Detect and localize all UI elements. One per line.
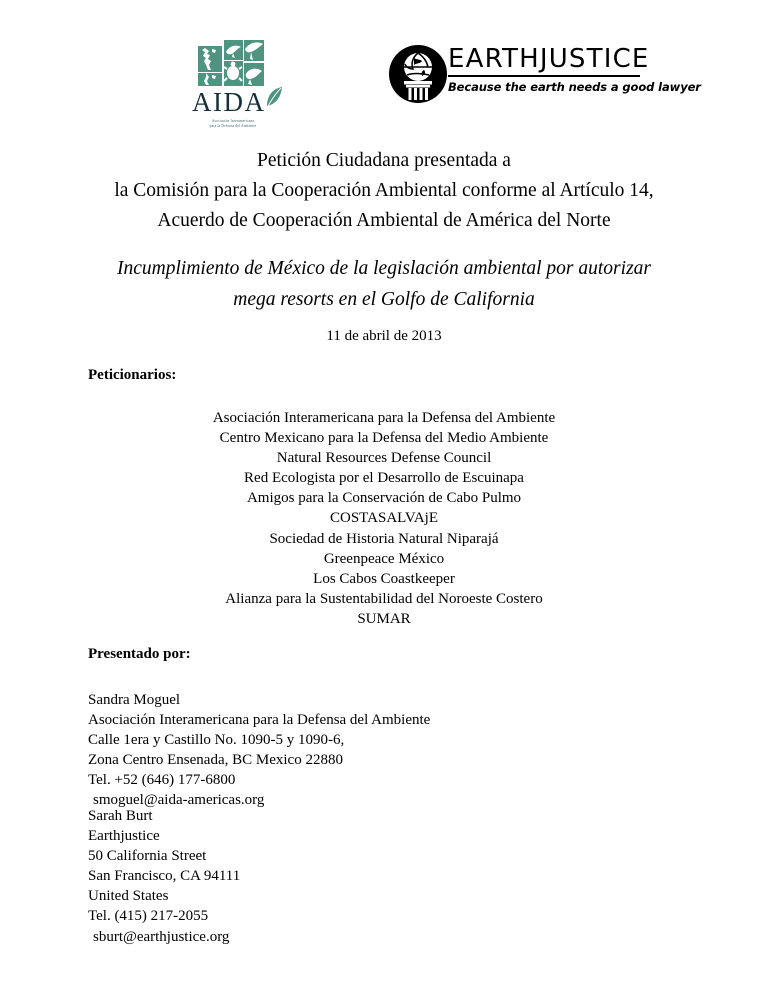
list-item: Sociedad de Historia Natural Niparajá [269,530,499,547]
list-item: COSTASALVAjE [330,510,438,527]
aida-tile-turtle [224,61,243,86]
earthjustice-wordmark: EARTHJUSTICE [448,46,640,77]
aida-leaf-icon [264,86,284,108]
aida-tile-water [198,73,222,86]
list-item: Greenpeace México [323,550,445,567]
aida-logo [188,40,280,129]
aida-wordmark-text: AIDA [192,87,266,117]
list-item: Natural Resources Defense Council [276,450,492,467]
contact-organization: Earthjustice [88,828,160,845]
document-title [0,146,768,236]
aida-tile-americas [198,46,222,72]
list-item: SUMAR [357,610,411,627]
aida-tagline-line2: para la Defensa del Ambiente [209,124,257,129]
list-item: Red Ecologista por el Desarrollo de Escuinapa [244,470,524,487]
contact-phone: Tel. +52 (646) 177-6800 [88,772,236,789]
contact-address-line-3: United States [88,888,169,905]
list-item: Los Cabos Coastkeeper [313,570,455,587]
aida-mosaic-icon [198,40,264,86]
contact-name: Sandra Moguel [88,692,181,708]
list-item: Centro Mexicano para la Defensa del Medio Ambiente [219,430,549,447]
contact-address-line-1: Calle 1era y Castillo No. 1090-5 y 1090-6, [88,732,345,749]
subtitle-line-2: mega resorts en el Golfo de California [233,289,535,310]
subtitle-line-1: Incumplimiento de México de la legislación ambiental por autorizar [117,258,651,279]
aida-tagline-line1: Asociación Interamericana [211,119,255,123]
document-subtitle [0,253,768,315]
petitioners-heading: Peticionarios: [88,367,177,383]
submitted-by-heading: Presentado por: [88,646,191,662]
earthjustice-tagline: Because the earth needs a good lawyer [448,80,701,95]
list-item: Amigos para la Conservación de Cabo Pulmo [246,490,522,507]
contact-phone: Tel. (415) 217-2055 [88,908,209,925]
earthjustice-globe-pillar-icon [388,44,448,104]
title-line-1: Petición Ciudadana presentada a [257,150,511,171]
aida-tile-fish [244,63,264,86]
contact-address-line-1: 50 California Street [88,848,207,865]
contact-name: Sarah Burt [88,808,153,824]
contact-block-sarah-burt [88,806,240,947]
list-item: Alianza para la Sustentabilidad del Noroeste Costero [225,590,543,607]
contact-email[interactable]: smoguel@aida-americas.org [93,792,265,809]
contact-address-line-2: Zona Centro Ensenada, BC Mexico 22880 [88,752,343,769]
petitioners-list [0,408,768,629]
contact-address-line-2: San Francisco, CA 94111 [88,868,241,885]
contact-email[interactable]: sburt@earthjustice.org [93,928,230,945]
logo-bar [0,38,768,128]
aida-wordmark [192,89,280,116]
contact-organization: Asociación Interamericana para la Defensa del Ambiente [88,712,431,729]
aida-tile-bird [224,40,243,60]
title-line-3: Acuerdo de Cooperación Ambiental de América del Norte [157,210,611,231]
aida-tile-leaf [244,40,264,61]
document-date: 11 de abril de 2013 [326,328,442,344]
list-item: Asociación Interamericana para la Defensa del Ambiente [212,410,556,426]
title-line-2: la Comisión para la Cooperación Ambiental conforme al Artículo 14, [114,180,654,201]
contact-block-sandra-moguel [88,690,430,811]
earthjustice-logo [388,44,701,108]
aida-tagline [193,119,273,129]
